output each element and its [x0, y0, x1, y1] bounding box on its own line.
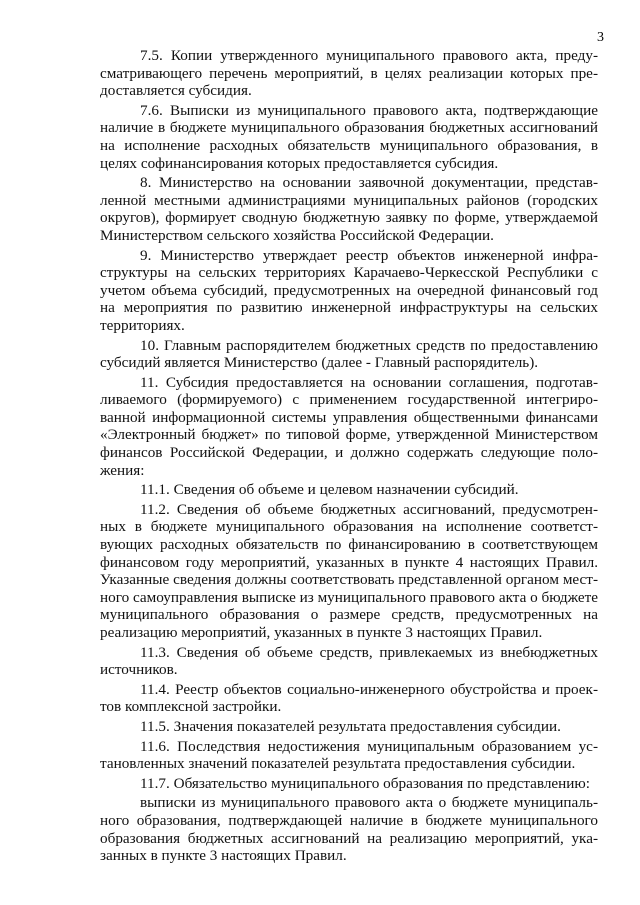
paragraph-11-6: 11.6. Последствия недостижения муниципальным образованием установленных значений показателей результата предоставления субсидии. [100, 737, 598, 773]
paragraph-8: 8. Министерство на основании заявочной документации, представленной местными администрациями муниципальных районов (городских округов), формирует сводную бюджетную заявку по форме, утверждаемой Министерством сельского хозяйства Российской Федерации. [100, 174, 598, 244]
paragraph-11: 11. Субсидия предоставляется на основании соглашения, подготавливаемого (формируемого) с применением государственной интегрированной информационной системы управления общественными финансами «Электронный бюджет» по типовой форме, утвержденной Министерством финансов Российской Федерации, и должно содержать следующие положения: [100, 373, 598, 479]
paragraph-9: 9. Министерство утверждает реестр объектов инженерной инфраструктуры на сельских территориях Карачаево-Черкесской Республики с учетом объема субсидий, предусмотренных на очередной финансовый год на мероприятия по развитию инженерной инфраструктуры на сельских территориях. [100, 246, 598, 334]
paragraph-11-7-item: выписки из муниципального правового акта о бюджете муниципального образования, подтверждающей наличие в бюджете муниципального образования бюджетных ассигнований на реализацию мероприятий, указанных в пункте 3 настоящих Правил. [100, 794, 598, 865]
paragraph-11-2: 11.2. Сведения об объеме бюджетных ассигнований, предусмотренных в бюджете муниципального образования на исполнение соответствующих расходных обязательств по финансированию в соответствующем финансовом году мероприятий, указанных в пункте 4 настоящих Правил. Указанные сведения должны соответствовать представленной органом местного самоуправления выписке из муниципального правового акта о бюджете муниципального образования о размере средств, предусмотренных на реализацию мероприятий, указанных в пункте 3 настоящих Правил. [100, 500, 598, 641]
document-body [100, 47, 598, 867]
paragraph-7-5: 7.5. Копии утвержденного муниципального правового акта, предусматривающего перечень мероприятий, в целях реализации которых предоставляется субсидия. [100, 47, 598, 100]
paragraph-10: 10. Главным распорядителем бюджетных средств по предоставлению субсидий является Министерство (далее - Главный распорядитель). [100, 336, 598, 372]
page-number: 3 [597, 30, 604, 45]
paragraph-11-1: 11.1. Сведения об объеме и целевом назначении субсидий. [140, 481, 519, 499]
paragraph-11-4: 11.4. Реестр объектов социально-инженерного обустройства и проектов комплексной застройки. [100, 680, 598, 716]
paragraph-7-6: 7.6. Выписки из муниципального правового акта, подтверждающие наличие в бюджете муниципального образования бюджетных ассигнований на исполнение расходных обязательств муниципального образования, в целях софинансирования которых предоставляется субсидия. [100, 101, 598, 172]
paragraph-11-5: 11.5. Значения показателей результата предоставления субсидии. [140, 717, 561, 735]
paragraph-11-3: 11.3. Сведения об объеме средств, привлекаемых из внебюджетных источников. [100, 643, 598, 679]
paragraph-11-7: 11.7. Обязательство муниципального образования по представлению: [140, 774, 590, 792]
